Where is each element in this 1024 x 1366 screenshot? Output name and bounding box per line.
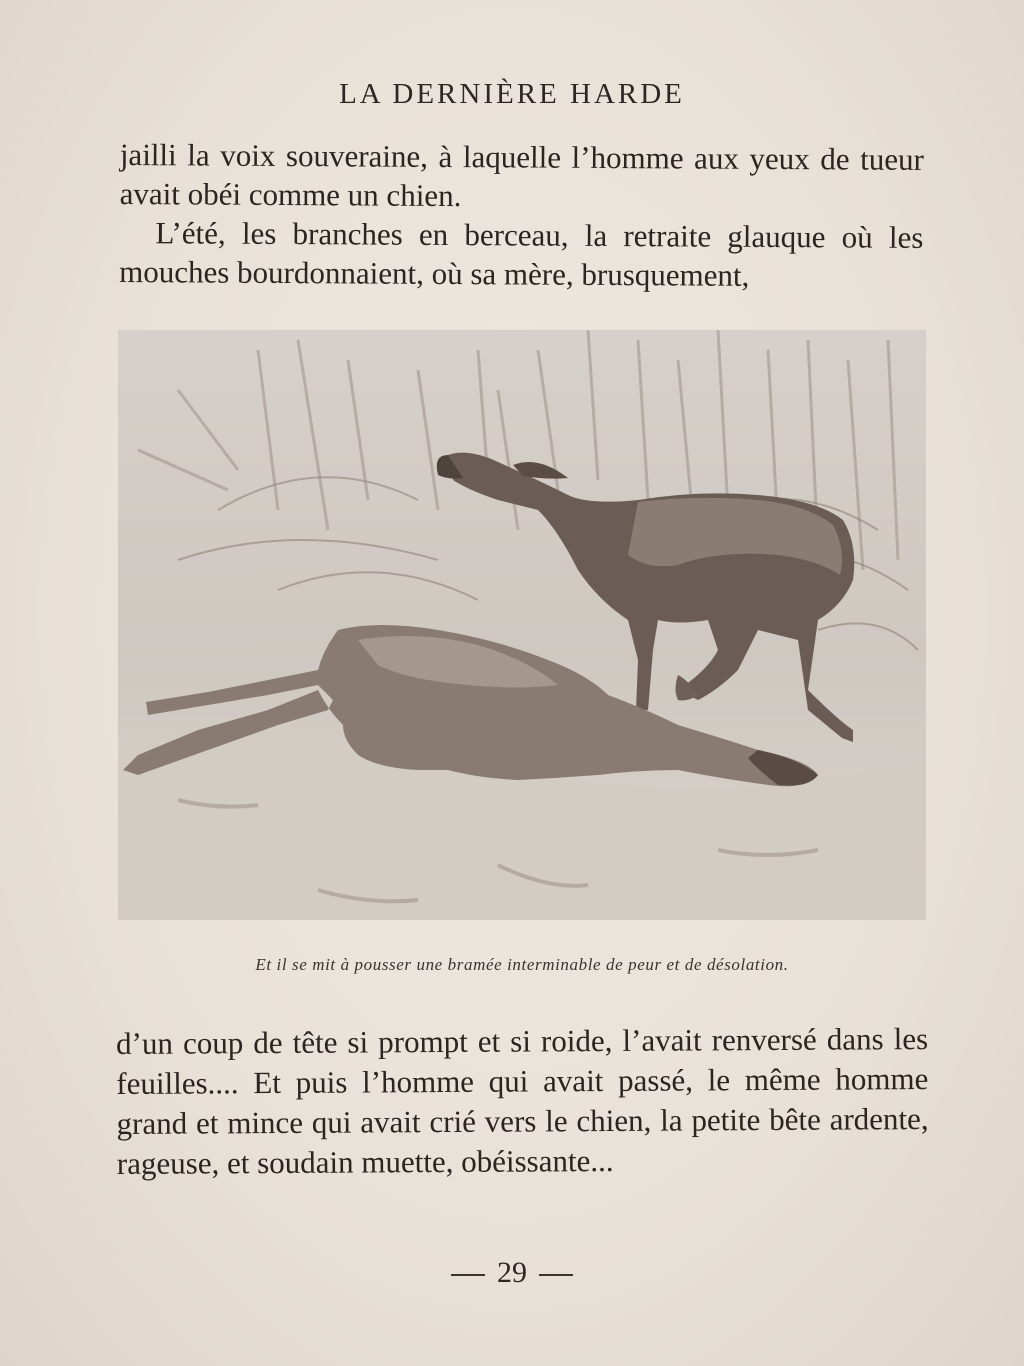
paragraph: L’été, les branches en berceau, la retraite glauque où les mouches bourdonnaient, où sa mère, brusquement,	[119, 215, 924, 293]
text-block-bottom	[116, 1019, 929, 1184]
text-block-top	[119, 135, 924, 296]
paragraph: d’un coup de tête si prompt et si roide, l’avait renversé dans les feuilles.... Et puis l’homme qui avait passé, le même homme grand et mince qui avait crié vers le chien, la petite bête ardente, rageuse, et soudain muette, obéissante...	[116, 1021, 929, 1181]
page-number-value: 29	[497, 1256, 527, 1289]
paragraph: jailli la voix souveraine, à laquelle l’homme aux yeux de tueur avait obéi comme un chien.	[119, 136, 924, 214]
running-head: LA DERNIÈRE HARDE	[339, 78, 685, 110]
deer-illustration	[118, 330, 926, 920]
illustration-plate	[118, 330, 926, 920]
folio-dash-right	[539, 1274, 573, 1276]
page-number	[0, 1256, 1024, 1290]
folio-dash-left	[451, 1274, 485, 1276]
illustration-caption: Et il se mit à pousser une bramée interminable de peur et de désolation.	[255, 955, 789, 974]
